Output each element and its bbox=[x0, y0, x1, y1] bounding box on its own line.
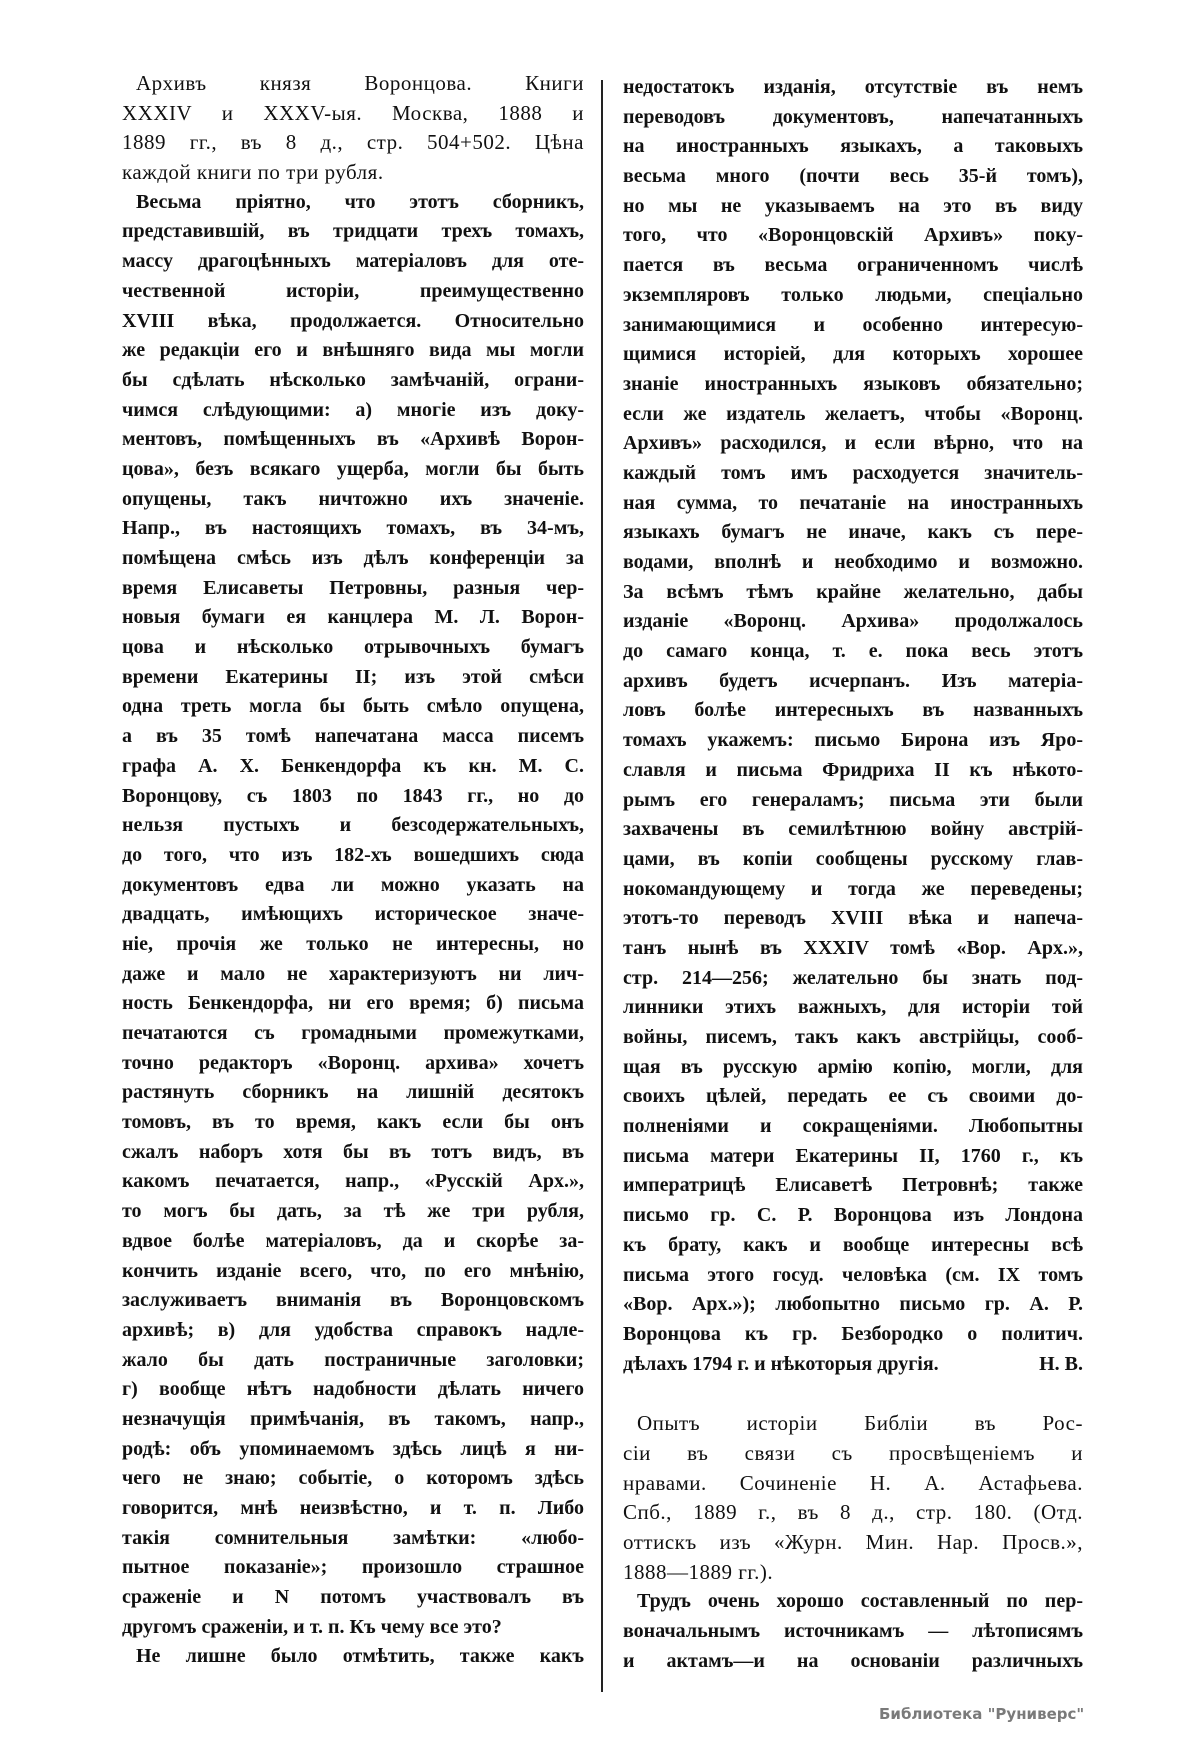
text-line: письма матери Екатерины II, 1760 г., къ bbox=[623, 1144, 1083, 1167]
text-line: водами, вполнѣ и необходимо и возможно. bbox=[623, 551, 1083, 573]
text-line: полненіями и сокращеніями. Любопытны bbox=[623, 1115, 1083, 1138]
text-line: кончить изданіе всего, что, по его мнѣнію, bbox=[122, 1259, 584, 1282]
review-heading bbox=[122, 69, 584, 188]
text-line: двадцать, имѣющихъ историческое значе- bbox=[122, 903, 584, 926]
text-line: такія сомнительныя замѣтки: «любо- bbox=[122, 1526, 584, 1549]
text-line: до самаго конца, т. е. пока весь этотъ bbox=[623, 640, 1083, 663]
text-line: Спб., 1889 г., въ 8 д., стр. 180. (Отд. bbox=[623, 1500, 1083, 1525]
text-line: нравами. Сочиненіе Н. А. Астафьева. bbox=[623, 1470, 1083, 1495]
text-line: Весьма пріятно, что этотъ сборникъ, bbox=[136, 190, 584, 213]
text-line: ловъ болѣе интересныхъ въ названныхъ bbox=[623, 699, 1083, 722]
text-line: говорится, мнѣ неизвѣстно, и т. п. Либо bbox=[122, 1497, 584, 1519]
text-line: цова и нѣсколько отрывочныхъ бумагъ bbox=[122, 636, 584, 659]
text-line: массу драгоцѣнныхъ матеріаловъ для оте- bbox=[122, 250, 584, 273]
text-line: недостатокъ изданія, отсутствіе въ немъ bbox=[623, 76, 1083, 98]
paragraph bbox=[623, 1587, 1083, 1676]
text-line: щимися исторіей, для которыхъ хорошее bbox=[623, 343, 1083, 366]
text-line: XXXIV и XXXV-ыя. Москва, 1888 и bbox=[122, 100, 584, 125]
text-line: растянуть сборникъ на лишній десятокъ bbox=[122, 1081, 584, 1104]
text-line: же редакціи его и внѣшняго вида мы могли bbox=[122, 339, 584, 362]
text-line: За всѣмъ тѣмъ крайне желательно, дабы bbox=[623, 580, 1083, 603]
text-line: заслуживаетъ вниманія въ Воронцовскомъ bbox=[122, 1289, 584, 1312]
text-line: новыя бумаги ея канцлера М. Л. Ворон- bbox=[122, 606, 584, 629]
signature: Н. В. bbox=[1039, 1352, 1083, 1375]
text-line: точно редакторъ «Воронц. архива» хочетъ bbox=[122, 1051, 584, 1074]
text-line: другомъ сраженіи, и т. п. Къ чему все это? bbox=[122, 1615, 502, 1638]
text-line: вдвое болѣе матеріаловъ, да и скорѣе за- bbox=[122, 1229, 584, 1252]
text-line: сіи въ связи съ просвѣщеніемъ и bbox=[623, 1440, 1083, 1465]
text-line: графа А. Х. Бенкендорфа къ кн. М. С. bbox=[122, 754, 584, 777]
text-line: стр. 214—256; желательно бы знать под- bbox=[623, 966, 1083, 989]
text-line: Трудъ очень хорошо составленный по пер- bbox=[637, 1590, 1083, 1613]
text-line: Напр., въ настоящихъ томахъ, въ 34-мъ, bbox=[122, 517, 584, 540]
text-line: представившій, въ тридцати трехъ томахъ, bbox=[122, 220, 584, 243]
text-line: чего не знаю; событіе, о которомъ здѣсь bbox=[122, 1467, 584, 1490]
text-line: чественной исторіи, преимущественно bbox=[122, 279, 584, 302]
text-line: и актамъ—и на основаніи различныхъ bbox=[623, 1649, 1083, 1672]
text-line: 1889 гг., въ 8 д., стр. 504+502. Цѣна bbox=[122, 130, 584, 155]
text-line: цами, въ копіи сообщены русскому глав- bbox=[623, 847, 1083, 870]
text-line: каждый томъ имъ расходуется значитель- bbox=[623, 461, 1083, 484]
section-gap bbox=[623, 1379, 1083, 1409]
text-line: рымъ его генераламъ; письма эти были bbox=[623, 788, 1083, 811]
text-line: Архивъ князя Воронцова. Книги bbox=[136, 71, 584, 95]
text-line: пытное показаніе»; произошло страшное bbox=[122, 1556, 584, 1579]
library-watermark: Библиотека "Руниверс" bbox=[879, 1705, 1085, 1723]
text-line: время Елисаветы Петровны, разныя чер- bbox=[122, 576, 584, 599]
paragraph bbox=[623, 73, 1083, 1350]
text-line: родѣ: объ упоминаемомъ здѣсь лицѣ я ни- bbox=[122, 1437, 584, 1460]
review-vorontsov-continued bbox=[623, 73, 1083, 1350]
text-line: ная сумма, то печатаніе на иностранныхъ bbox=[623, 491, 1083, 514]
closing-line bbox=[623, 1350, 1083, 1380]
closing-text: дѣлахъ 1794 г. и нѣкоторыя другія. bbox=[623, 1352, 939, 1375]
text-line: печатаются съ громадными промежутками, bbox=[122, 1022, 584, 1044]
text-line: документовъ едва ли можно указать на bbox=[122, 873, 584, 896]
review-heading bbox=[623, 1409, 1083, 1587]
text-line: а въ 35 томѣ напечатана масса писемъ bbox=[122, 725, 584, 748]
text-line: томахъ укажемъ: письмо Бирона изъ Яро- bbox=[623, 729, 1083, 752]
text-line: жало бы дать постраничные заголовки; bbox=[122, 1348, 584, 1371]
text-line: г) вообще нѣтъ надобности дѣлать ничего bbox=[122, 1378, 584, 1401]
text-line: языкахъ бумагъ не иначе, какъ съ пере- bbox=[623, 521, 1083, 544]
text-line: томовъ, въ то время, какъ если бы онъ bbox=[122, 1111, 584, 1134]
text-line: ніе, прочія же только не интересны, но bbox=[122, 932, 584, 955]
text-line: ность Бенкендорфа, ни его время; б) письма bbox=[122, 992, 584, 1015]
left-column bbox=[122, 69, 584, 1672]
text-line: сжалъ наборъ хотя бы въ тотъ видъ, въ bbox=[122, 1140, 584, 1163]
text-line: времени Екатерины II; изъ этой смѣси bbox=[122, 665, 584, 688]
text-line: Опытъ исторіи Библіи въ Рос- bbox=[637, 1411, 1083, 1436]
text-line: щая въ русскую армію копію, могли, для bbox=[623, 1055, 1083, 1078]
text-line: ментовъ, помѣщенныхъ въ «Архивѣ Ворон- bbox=[122, 428, 584, 451]
text-line: Архивъ» расходился, и если вѣрно, что на bbox=[623, 432, 1083, 455]
text-line: архивѣ; в) для удобства справокъ надле- bbox=[122, 1318, 584, 1341]
paragraph bbox=[122, 188, 584, 1643]
text-line: знаніе иностранныхъ языковъ обязательно; bbox=[623, 372, 1083, 395]
text-line: даже и мало не характеризуютъ ни лич- bbox=[122, 962, 584, 985]
text-line: линники этихъ важныхъ, для исторіи той bbox=[623, 996, 1083, 1019]
text-line: пается въ весьма ограниченномъ числѣ bbox=[623, 254, 1083, 277]
text-line: на иностранныхъ языкахъ, а таковыхъ bbox=[623, 135, 1083, 158]
text-line: опущены, такъ ничтожно ихъ значеніе. bbox=[122, 487, 584, 510]
text-line: каждой книги по три рубля. bbox=[122, 160, 384, 185]
text-line: одна треть могла бы быть смѣло опущена, bbox=[122, 695, 584, 718]
text-line: «Вор. Арх.»); любопытно письмо гр. А. Р. bbox=[623, 1293, 1083, 1316]
text-line: переводовъ документовъ, напечатанныхъ bbox=[623, 105, 1083, 128]
text-line: нокомандующему и тогда же переведены; bbox=[623, 877, 1083, 900]
text-line: Воронцова къ гр. Безбородко о политич. bbox=[623, 1322, 1083, 1345]
text-line: этотъ-то переводъ XVIII вѣка и напеча- bbox=[623, 907, 1083, 930]
text-line: до того, что изъ 182-хъ вошедшихъ сюда bbox=[122, 843, 584, 866]
text-line: какомъ печатается, напр., «Русскій Арх.», bbox=[122, 1170, 584, 1193]
text-line: экземпляровъ только людьми, спеціально bbox=[623, 283, 1083, 306]
text-line: чимся слѣдующими: а) многіе изъ доку- bbox=[122, 398, 584, 421]
text-line: письмо гр. С. Р. Воронцова изъ Лондона bbox=[623, 1204, 1083, 1227]
text-line: незначущія примѣчанія, въ такомъ, напр., bbox=[122, 1407, 584, 1430]
text-line: если же издатель желаетъ, чтобы «Воронц. bbox=[623, 402, 1083, 425]
text-line: бы сдѣлать нѣсколько замѣчаній, ограни- bbox=[122, 368, 584, 391]
text-line: архивъ будетъ исчерпанъ. Изъ матеріа- bbox=[623, 669, 1083, 692]
text-line: помѣщена смѣсь изъ дѣлъ конференціи за bbox=[122, 547, 584, 569]
text-line: Воронцову, съ 1803 по 1843 гг., но до bbox=[122, 784, 584, 807]
right-column bbox=[623, 73, 1083, 1676]
text-line: то могъ бы дать, за тѣ же три рубля, bbox=[122, 1200, 584, 1223]
text-line: къ брату, какъ и вообще интересны всѣ bbox=[623, 1233, 1083, 1256]
text-line: но мы не указываемъ на это въ виду bbox=[623, 194, 1083, 217]
review-bible-history bbox=[623, 1409, 1083, 1676]
text-line: занимающимися и особенно интересую- bbox=[623, 313, 1083, 336]
text-line: изданіе «Воронц. Архива» продолжалось bbox=[623, 610, 1083, 633]
text-line: весьма много (почти весь 35-й томъ), bbox=[623, 165, 1083, 188]
text-line: цова», безъ всякаго ущерба, могли бы быть bbox=[122, 457, 584, 480]
text-line: Не лишне было отмѣтить, также какъ bbox=[136, 1645, 584, 1668]
text-line: императрицѣ Елисаветѣ Петровнѣ; также bbox=[623, 1174, 1083, 1197]
text-line: сраженіе и N потомъ участвовалъ въ bbox=[122, 1586, 584, 1609]
text-line: танъ нынѣ въ XXXIV томѣ «Вор. Арх.», bbox=[623, 936, 1083, 959]
text-line: нельзя пустыхъ и безсодержательныхъ, bbox=[122, 814, 584, 837]
text-line: XVIII вѣка, продолжается. Относительно bbox=[122, 309, 584, 332]
text-line: письма этого госуд. человѣка (см. IX томъ bbox=[623, 1263, 1083, 1286]
text-line: войны, писемъ, такъ какъ австрійцы, сооб- bbox=[623, 1026, 1083, 1048]
text-line: захвачены въ семилѣтнюю войну австрій- bbox=[623, 818, 1083, 841]
text-line: воначальнымъ источникамъ — лѣтописямъ bbox=[623, 1620, 1083, 1643]
text-line: славля и письма Фридриха II къ нѣкото- bbox=[623, 758, 1083, 781]
text-line: своихъ цѣлей, передать ее съ своими до- bbox=[623, 1085, 1083, 1108]
paragraph bbox=[122, 1642, 584, 1672]
column-divider bbox=[601, 80, 603, 1692]
text-line: того, что «Воронцовскій Архивъ» поку- bbox=[623, 224, 1083, 247]
text-line: оттискъ изъ «Журн. Мин. Нар. Просв.», bbox=[623, 1530, 1083, 1554]
text-line: 1888—1889 гг.). bbox=[623, 1559, 774, 1584]
